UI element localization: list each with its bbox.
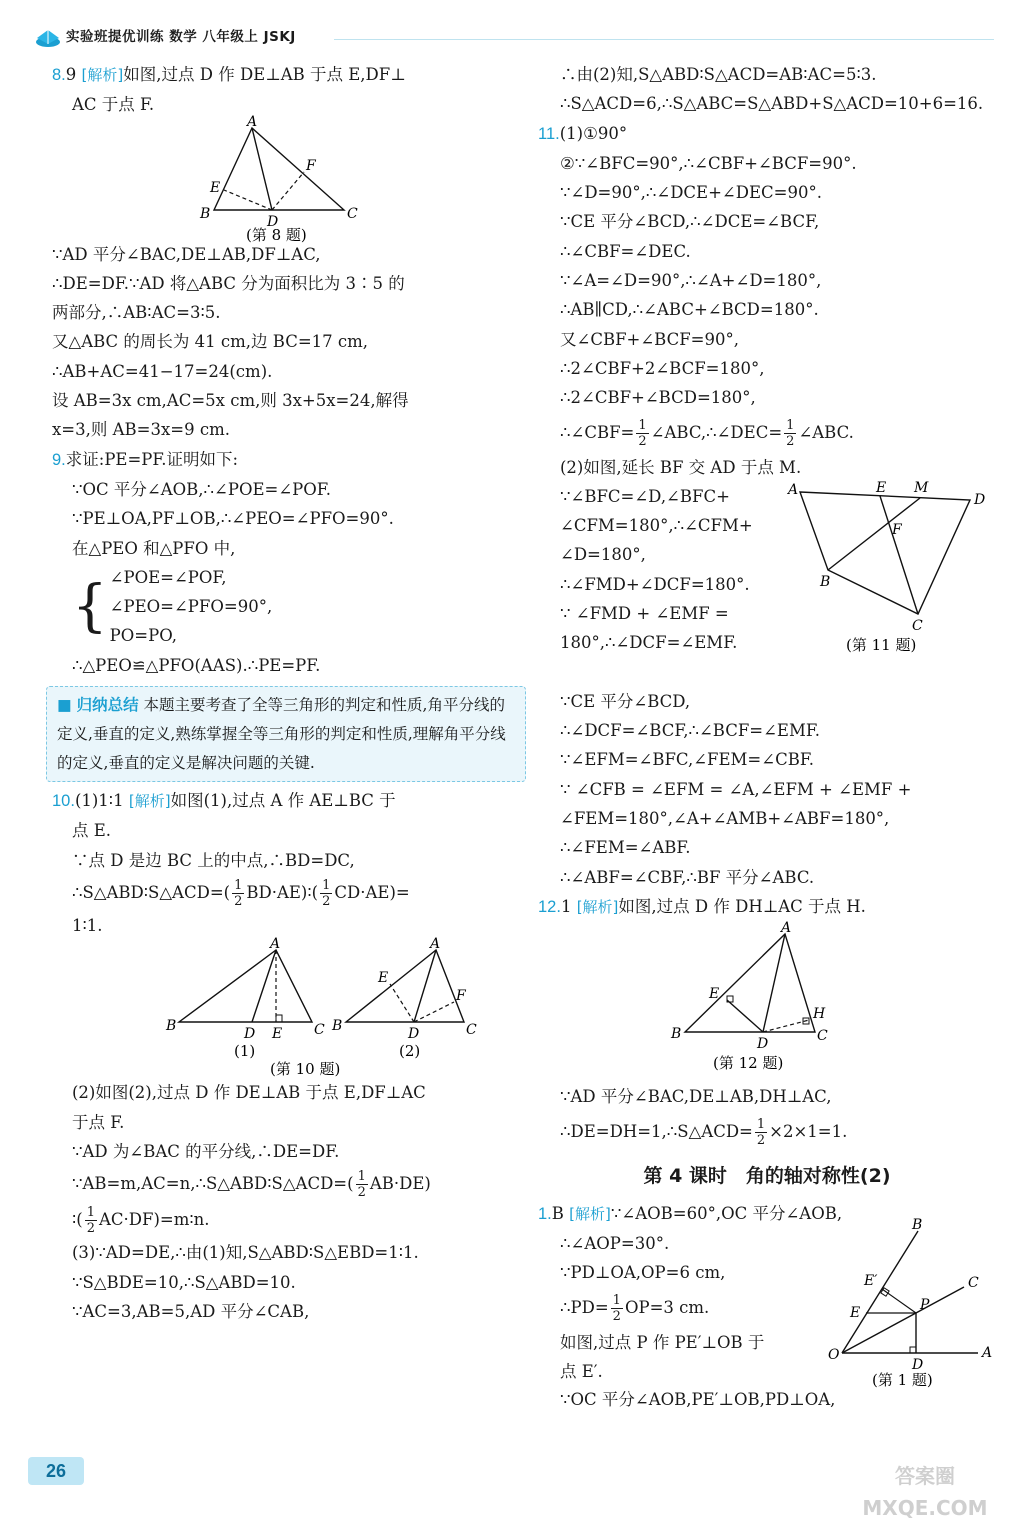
summary-text: 本题主要考查了全等三角形的判定和性质,角平分线的定义,垂直的定义,熟练掌握全等三角形的判定和性质,理解角平分线的定义,垂直的定义是解决问题的关键.	[57, 696, 506, 773]
q9-line1	[52, 445, 516, 475]
q10-area-ratio-end: CD·AE)=	[334, 883, 410, 903]
q11-text-15: ∠D=180°,	[560, 545, 646, 565]
q8-text-7: ∴AB+AC=41−17=24(cm).	[52, 361, 273, 381]
summary-icon: ■	[57, 696, 72, 715]
q8-text-9: x=3,则 AB=3x=9 cm.	[52, 420, 230, 440]
q11-text-21: ∵∠EFM=∠BFC,∠FEM=∠CBF.	[560, 750, 814, 770]
q10-half-4-num: 1	[86, 1205, 96, 1221]
fig10a-label-c: C	[314, 1022, 325, 1039]
q11-text-25: ∴∠ABF=∠CBF,∴BF 平分∠ABC.	[560, 867, 815, 887]
fig11-label-c: C	[912, 617, 923, 634]
fig12-caption: (第 12 题)	[713, 1054, 784, 1073]
q11-half-2-num: 1	[786, 417, 795, 433]
q9-number: 9.	[52, 450, 66, 469]
q10-answer: (1)1∶1	[74, 791, 124, 811]
q8-text-6: 又△ABC 的周长为 41 cm,边 BC=17 cm,	[52, 332, 369, 352]
q9-sys-2: ∠PEO=∠PFO=90°,	[109, 597, 273, 617]
q12-half-den: 2	[756, 1132, 766, 1148]
q11-half-1	[636, 418, 648, 449]
q11-text-16: ∴∠FMD+∠DCF=180°.	[560, 574, 750, 594]
q10-area-ratio-start: ∴S△ABD∶S△ACD=(	[72, 883, 231, 903]
q1-number: 1.	[538, 1204, 552, 1223]
q1-half	[611, 1293, 623, 1324]
q9-text-3: ∵PE⊥OA,PF⊥OB,∴∠PEO=∠PFO=90°.	[72, 509, 394, 529]
q12-number: 12.	[538, 897, 561, 916]
q9-brace: {	[72, 573, 108, 639]
q8-text-8: 设 AB=3x cm,AC=5x cm,则 3x+5x=24,解得	[52, 391, 409, 411]
fig10a-label-d: D	[244, 1026, 256, 1043]
q10-text-5: 1∶1.	[72, 916, 103, 936]
q11-text-11	[538, 413, 996, 453]
summary-box	[46, 686, 526, 782]
page-header	[34, 22, 994, 52]
fig8-label-a: A	[247, 113, 258, 130]
q1-half-num: 1	[612, 1292, 621, 1308]
fig8-label-e: E	[210, 179, 221, 196]
fig10-caption: (第 10 题)	[270, 1060, 341, 1079]
q1-answer: B	[551, 1203, 564, 1223]
watermark-logo: 答案圈 MXQE.COM	[862, 1464, 988, 1520]
q11-half-eq-mid: ∠ABC,∴∠DEC=	[650, 422, 783, 442]
q11-half-eq-start: ∴∠CBF=	[560, 422, 635, 442]
q11-text-2: ②∵∠BFC=90°,∴∠CBF+∠BCF=90°.	[560, 153, 857, 173]
q10-half-4-den: 2	[86, 1221, 96, 1237]
q10-text-6: (2)如图(2),过点 D 作 DE⊥AB 于点 E,DF⊥AC	[72, 1083, 426, 1103]
q10-half-2	[320, 878, 332, 909]
figure-q12	[667, 922, 867, 1082]
q8-text-2: AC 于点 F.	[72, 95, 155, 115]
q12-text-1: 如图,过点 D 作 DH⊥AC 于点 H.	[618, 896, 866, 916]
fig1-label-p: P	[920, 1297, 930, 1314]
q11-text-8: 又∠CBF+∠BCF=90°,	[560, 329, 739, 349]
fig10a-label-b: B	[166, 1018, 177, 1035]
fig8-label-d: D	[267, 213, 279, 230]
q8-text-1: 如图,过点 D 作 DE⊥AB 于点 E,DF⊥	[123, 65, 406, 84]
q11-text-6: ∵∠A=∠D=90°,∴∠A+∠D=180°,	[560, 271, 822, 291]
q9-text-4: 在△PEO 和△PFO 中,	[72, 538, 236, 558]
summary-label: 归纳总结	[76, 696, 139, 715]
q10-half-3-den: 2	[357, 1185, 366, 1201]
q9-sys-3: PO=PO,	[109, 626, 178, 646]
q10-analysis-tag: [解析]	[128, 792, 171, 811]
q12-text-2: ∵AD 平分∠BAC,DE⊥AB,DH⊥AC,	[560, 1087, 832, 1107]
q12-line1	[538, 892, 996, 922]
q11-text-17: ∵ ∠FMD + ∠EMF =	[560, 604, 729, 624]
q1-half-den: 2	[612, 1308, 621, 1324]
q10-number: 10.	[52, 792, 75, 811]
q1-text-6: 点 E′.	[560, 1362, 603, 1382]
fig12-label-b: B	[671, 1026, 682, 1043]
q11-number: 11.	[538, 124, 560, 143]
figure-q10	[94, 936, 477, 1079]
q10-half-1-num: 1	[234, 878, 243, 894]
q10-ratio-2-end: AC·DF)=m∶n.	[99, 1210, 210, 1230]
fig1-label-c: C	[968, 1275, 979, 1292]
q1-pd-start: ∴PD=	[560, 1297, 609, 1317]
q9-text-2: ∵OC 平分∠AOB,∴∠POE=∠POF.	[72, 479, 331, 499]
q11-side-text	[538, 482, 753, 658]
q10-half-4	[85, 1205, 97, 1236]
q10-text-2: 点 E.	[72, 821, 112, 841]
q10-text-1: 如图(1),过点 A 作 AE⊥BC 于	[170, 791, 396, 811]
q10-half-3	[356, 1169, 368, 1200]
fig10a-label-a: A	[270, 936, 281, 953]
fig10b-label-a: A	[430, 936, 441, 953]
q9-text-5: ∴△PEO≌△PFO(AAS).∴PE=PF.	[72, 655, 321, 675]
q10-half-1-den: 2	[234, 894, 243, 910]
q10-text-7: 于点 F.	[72, 1112, 125, 1132]
q8-analysis-tag: [解析]	[81, 66, 124, 84]
q8-line1	[52, 60, 516, 90]
fig1-label-e-prime: E′	[864, 1273, 878, 1290]
fig8-label-b: B	[200, 205, 211, 222]
q10-line1	[52, 786, 516, 816]
q12-text-3	[538, 1112, 996, 1152]
q8-text-4: ∴DE=DF.∵AD 将△ABC 分为面积比为 3∶5 的	[52, 273, 405, 293]
q10-area-ratio-mid: BD·AE)∶(	[246, 883, 319, 903]
q11-text-22: ∵ ∠CFB = ∠EFM = ∠A,∠EFM + ∠EMF +	[560, 779, 912, 799]
q10-half-1	[232, 878, 244, 909]
q11-half-1-num: 1	[638, 417, 647, 433]
q8-text-3: ∵AD 平分∠BAC,DE⊥AB,DF⊥AC,	[52, 244, 321, 264]
q1-text-7: ∵OC 平分∠AOB,PE′⊥OB,PD⊥OA,	[560, 1390, 836, 1410]
q1-analysis-tag: [解析]	[569, 1204, 611, 1223]
r-text-1: ∴由(2)知,S△ABD∶S△ACD=AB∶AC=5∶3.	[560, 65, 877, 84]
fig11-label-b: B	[820, 573, 831, 590]
fig8-caption: (第 8 题)	[246, 225, 307, 244]
q1-fig-block	[538, 1217, 996, 1390]
q12-area-end: ×2×1=1.	[769, 1121, 848, 1141]
q12-area-start: ∴DE=DH=1,∴S△ACD=	[560, 1121, 753, 1141]
q12-answer: 1	[560, 896, 572, 916]
q11-text-5: ∴∠CBF=∠DEC.	[560, 241, 691, 261]
q10-text-12: ∵S△BDE=10,∴S△ABD=10.	[72, 1272, 296, 1292]
q12-half	[755, 1117, 767, 1148]
q11-text-3: ∵∠D=90°,∴∠DCE+∠DEC=90°.	[560, 183, 822, 203]
figure-q11	[788, 474, 998, 674]
r-text-2: ∴S△ACD=6,∴S△ABC=S△ABD+S△ACD=10+6=16.	[560, 94, 984, 114]
q10-ratio-2-cont: ∶(	[72, 1210, 83, 1230]
q11-text-24: ∴∠FEM=∠ABF.	[560, 838, 691, 858]
q11-text-14: ∠CFM=180°,∴∠CFM+	[560, 516, 753, 536]
fig10b-caption: (2)	[399, 1042, 421, 1061]
q9-system-lines	[110, 563, 273, 651]
fig1-label-b: B	[912, 1217, 923, 1234]
q10-ratio-2-mid: AB·DE)	[369, 1174, 431, 1194]
q10-text-4	[52, 875, 516, 911]
fig1-label-a: A	[982, 1345, 993, 1362]
fig10b-label-b: B	[332, 1018, 343, 1035]
fig12-label-c: C	[817, 1028, 828, 1045]
q11-text-4: ∵CE 平分∠BCD,∴∠DCE=∠BCF,	[560, 212, 820, 232]
fig10b-label-d: D	[408, 1026, 420, 1043]
q11-text-18: 180°,∴∠DCF=∠EMF.	[560, 633, 738, 653]
header-rule	[334, 39, 994, 40]
q11-text-19: ∵CE 平分∠BCD,	[560, 691, 691, 711]
fig11-label-d: D	[974, 491, 986, 508]
q11-half-2	[784, 418, 796, 449]
q10-text-11: (3)∵AD=DE,∴由(1)知,S△ABD∶S△EBD=1∶1.	[72, 1243, 419, 1263]
q10-text-8: ∵AD 为∠BAC 的平分线,∴DE=DF.	[72, 1141, 340, 1161]
q10-text-9	[52, 1166, 516, 1202]
fig12-label-d: D	[757, 1036, 769, 1053]
q12-analysis-tag: [解析]	[576, 897, 619, 916]
q1-pd-end: OP=3 cm.	[624, 1297, 710, 1317]
fig12-label-e: E	[709, 986, 720, 1003]
fig10b-label-c: C	[466, 1022, 477, 1039]
fig12-label-h: H	[813, 1006, 826, 1023]
fig10b-label-e: E	[378, 970, 389, 987]
q8-number: 8.	[52, 66, 66, 84]
q11-text-9: ∴2∠CBF+2∠BCF=180°,	[560, 358, 765, 378]
q11-half-1-den: 2	[638, 433, 647, 449]
q10-text-13: ∵AC=3,AB=5,AD 平分∠CAB,	[72, 1301, 310, 1321]
q1-side-text	[538, 1229, 764, 1386]
q9-system	[52, 563, 516, 651]
q11-text-20: ∴∠DCF=∠BCF,∴∠BCF=∠EMF.	[560, 721, 820, 741]
right-column	[538, 60, 996, 1414]
q11-fig-block	[538, 479, 996, 687]
q11-text-7: ∴AB∥CD,∴∠ABC+∠BCD=180°.	[560, 300, 819, 320]
fig1-caption: (第 1 题)	[872, 1371, 933, 1390]
q10-half-2-den: 2	[322, 894, 331, 910]
book-logo-icon	[34, 26, 62, 48]
q11-text-1: (1)①90°	[559, 123, 628, 143]
fig8-label-f: F	[306, 157, 316, 174]
q1-text-5: 如图,过点 P 作 PE′⊥OB 于	[560, 1332, 765, 1352]
q8-text-5: 两部分,∴AB∶AC=3∶5.	[52, 303, 221, 323]
q11-half-eq-end: ∠ABC.	[798, 422, 854, 442]
q11-text-13: ∵∠BFC=∠D,∠BFC+	[560, 486, 730, 506]
q11-text-10: ∴2∠CBF+∠BCD=180°,	[560, 388, 756, 408]
q11-line1	[538, 119, 996, 149]
fig11-label-m: M	[914, 479, 929, 496]
q1-text-2: ∴∠AOP=30°.	[560, 1234, 670, 1254]
q11-text-23: ∠FEM=180°,∠A+∠AMB+∠ABF=180°,	[560, 809, 890, 829]
fig11-label-f: F	[892, 521, 902, 538]
fig1-label-e: E	[850, 1305, 861, 1322]
figure-q1	[828, 1217, 998, 1390]
q10-half-2-num: 1	[322, 878, 331, 894]
q1-text-4	[538, 1288, 764, 1328]
page-number: 26	[28, 1457, 84, 1485]
q8-answer: 9	[65, 65, 77, 84]
header-title: 实验班提优训练 数学 八年级上 JSKJ	[66, 29, 296, 45]
fig12-label-a: A	[781, 920, 792, 937]
fig11-caption: (第 11 题)	[846, 635, 917, 654]
q10-half-3-num: 1	[357, 1169, 366, 1185]
left-column	[52, 60, 516, 1326]
q12-half-num: 1	[756, 1116, 766, 1132]
fig10a-label-e: E	[272, 1026, 283, 1043]
q10-text-3: ∵点 D 是边 BC 上的中点,∴BD=DC,	[72, 850, 355, 870]
fig11-label-e: E	[876, 479, 887, 496]
section-title: 第 4 课时 角的轴对称性(2)	[643, 1164, 891, 1187]
fig8-label-c: C	[347, 205, 358, 222]
q9-sys-1: ∠POE=∠POF,	[109, 567, 227, 587]
fig1-label-o: O	[828, 1347, 840, 1364]
fig1-label-d: D	[912, 1357, 924, 1374]
q10-ratio-2-start: ∵AB=m,AC=n,∴S△ABD∶S△ACD=(	[72, 1174, 354, 1194]
q9-text-1: 求证:PE=PF.证明如下:	[65, 449, 239, 469]
q11-text-12: (2)如图,延长 BF 交 AD 于点 M.	[560, 457, 802, 477]
q11-half-2-den: 2	[786, 433, 795, 449]
q10-text-10	[52, 1202, 516, 1238]
fig10a-caption: (1)	[234, 1042, 256, 1061]
fig11-label-a: A	[788, 481, 799, 498]
figure-q8	[184, 113, 384, 244]
q1-text-3: ∵PD⊥OA,OP=6 cm,	[560, 1263, 726, 1283]
q1-text-1: ∵∠AOB=60°,OC 平分∠AOB,	[610, 1203, 843, 1223]
fig10b-label-f: F	[456, 988, 466, 1005]
